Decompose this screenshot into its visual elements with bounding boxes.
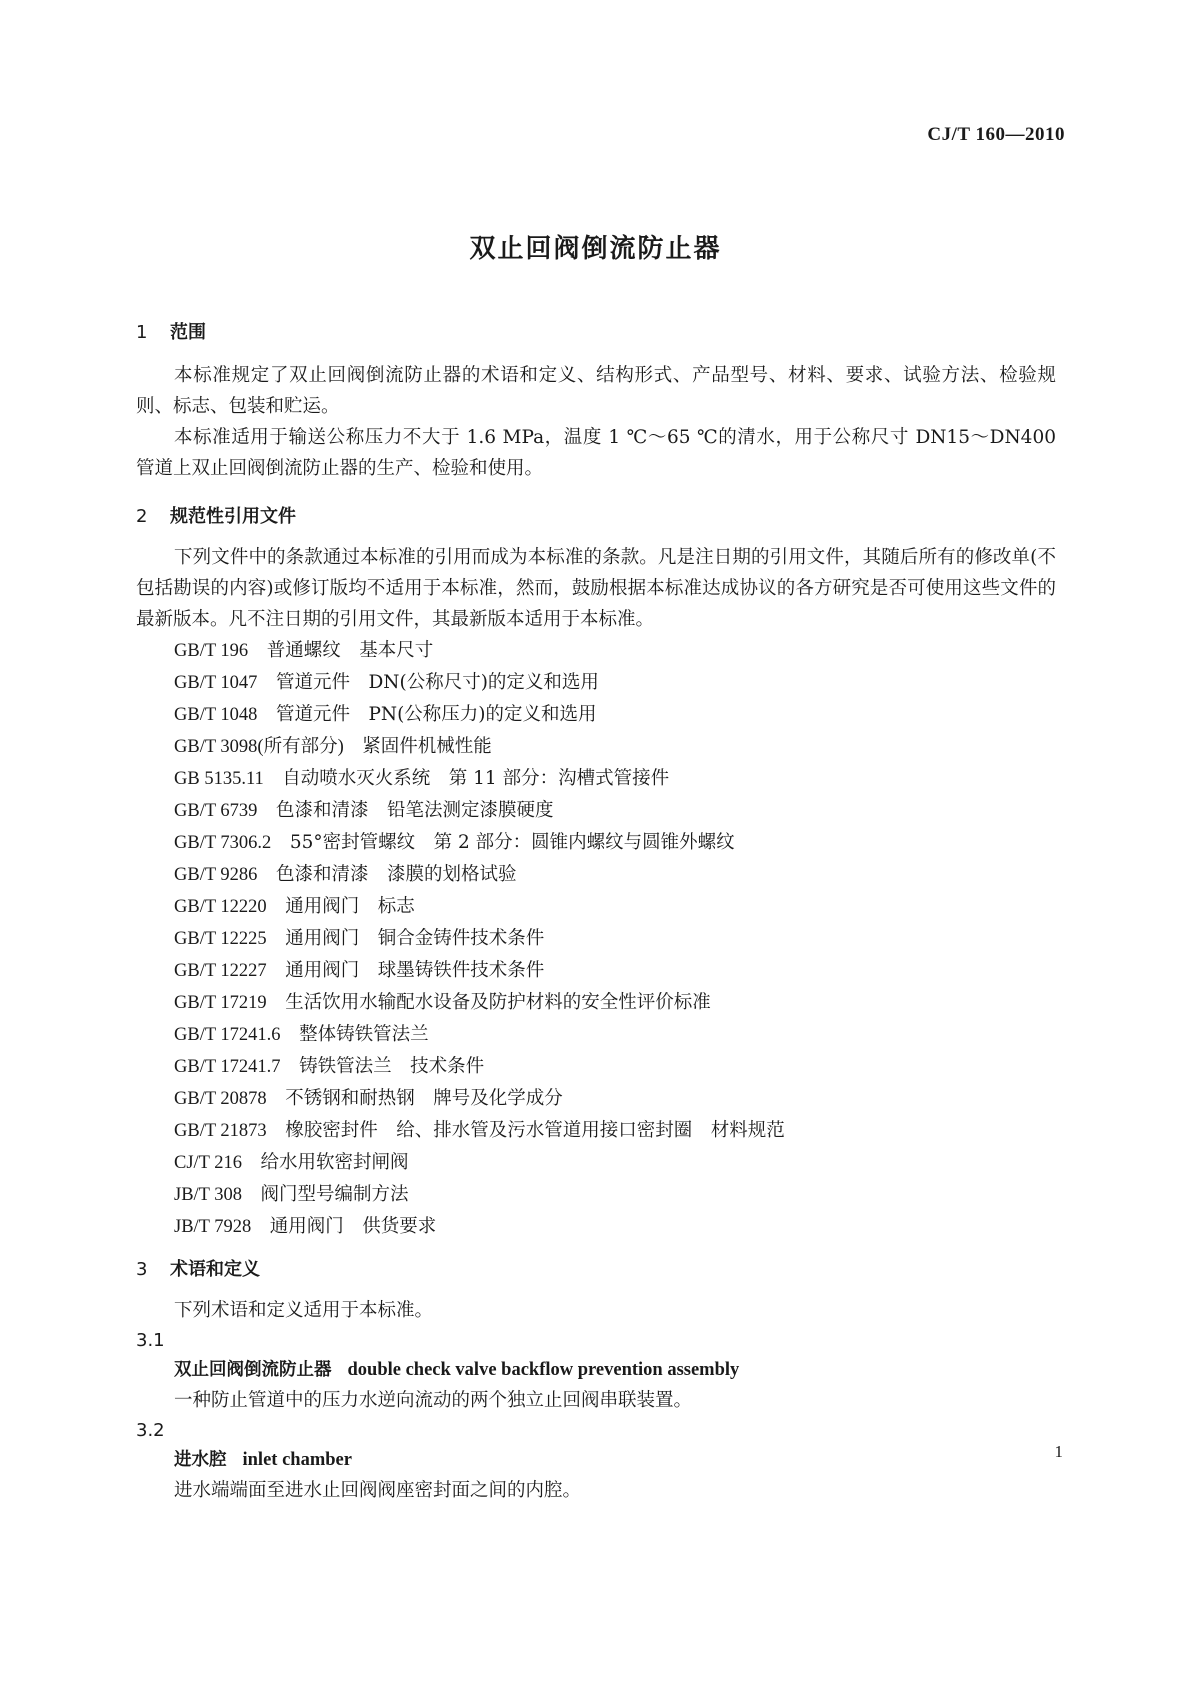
term-definition: 一种防止管道中的压力水逆向流动的两个独立止回阀串联装置。 [174, 1390, 693, 1411]
reference-code: GB/T 12225 [174, 929, 267, 949]
reference-code: GB/T 17241.7 [174, 1057, 281, 1077]
reference-title: 通用阀门 铜合金铸件技术条件 [285, 928, 545, 949]
reference-title: 紧固件机械性能 [362, 736, 492, 757]
document-body [136, 320, 1056, 1507]
section-3-heading [136, 1257, 1056, 1283]
reference-code: JB/T 308 [174, 1185, 243, 1205]
reference-title: 色漆和清漆 铅笔法测定漆膜硬度 [275, 800, 554, 821]
reference-item [136, 923, 1056, 955]
reference-item [136, 731, 1056, 763]
reference-title: 给水用软密封闸阀 [260, 1152, 409, 1173]
section-title: 范围 [170, 322, 206, 343]
reference-item [136, 1051, 1056, 1083]
reference-code: GB/T 21873 [174, 1121, 267, 1141]
reference-title: 橡胶密封件 给、排水管及污水管道用接口密封圈 材料规范 [285, 1120, 785, 1141]
reference-code: GB/T 12227 [174, 961, 267, 981]
scope-paragraph-1: 本标准规定了双止回阀倒流防止器的术语和定义、结构形式、产品型号、材料、要求、试验方法、检验规则、标志、包装和贮运。 [136, 365, 1056, 417]
reference-code: CJ/T 216 [174, 1153, 243, 1173]
reference-item [136, 1179, 1056, 1211]
reference-item [136, 1115, 1056, 1147]
reference-code: GB/T 9286 [174, 865, 258, 885]
reference-code: GB 5135.11 [174, 769, 264, 789]
reference-item [136, 955, 1056, 987]
reference-title: 55°密封管螺纹 第 2 部分：圆锥内螺纹与圆锥外螺纹 [289, 832, 735, 853]
reference-item [136, 699, 1056, 731]
reference-item [136, 795, 1056, 827]
section-number: 2 [136, 506, 148, 527]
terms-intro: 下列术语和定义适用于本标准。 [174, 1300, 434, 1321]
document-title: 双止回阀倒流防止器 [469, 234, 722, 264]
term-number: 3.1 [136, 1330, 165, 1351]
reference-item [136, 1083, 1056, 1115]
reference-title: 管道元件 DN(公称尺寸)的定义和选用 [275, 672, 599, 693]
references-intro: 下列文件中的条款通过本标准的引用而成为本标准的条款。凡是注日期的引用文件，其随后所有的修改单(不包括勘误的内容)或修订版均不适用于本标准，然而，鼓励根据本标准达成协议的各方研究是否可使用这些文件的最新版本。凡不注日期的引用文件，其最新版本适用于本标准。 [136, 547, 1056, 630]
term-heading [136, 1355, 1056, 1385]
term-heading [136, 1445, 1056, 1475]
reference-code: GB/T 196 [174, 641, 249, 661]
reference-title: 通用阀门 标志 [285, 896, 415, 917]
standard-code: CJ/T 160—2010 [927, 124, 1065, 145]
page-number: 1 [1054, 1442, 1063, 1461]
reference-code: GB/T 20878 [174, 1089, 267, 1109]
section-1-heading [136, 320, 1056, 346]
reference-title: 整体铸铁管法兰 [299, 1024, 429, 1045]
section-2-heading [136, 504, 1056, 530]
reference-code: GB/T 6739 [174, 801, 258, 821]
reference-code: GB/T 3098(所有部分) [174, 737, 344, 757]
reference-title: 通用阀门 供货要求 [269, 1216, 437, 1237]
reference-item [136, 1147, 1056, 1179]
term-chinese: 进水腔 [174, 1450, 227, 1470]
reference-title: 通用阀门 球墨铸铁件技术条件 [285, 960, 545, 981]
section-title: 术语和定义 [170, 1259, 260, 1280]
reference-item [136, 667, 1056, 699]
section-title: 规范性引用文件 [170, 506, 296, 527]
reference-item [136, 763, 1056, 795]
reference-title: 普通螺纹 基本尺寸 [266, 640, 434, 661]
reference-title: 色漆和清漆 漆膜的划格试验 [275, 864, 517, 885]
reference-code: GB/T 17241.6 [174, 1025, 281, 1045]
term-chinese: 双止回阀倒流防止器 [174, 1360, 332, 1380]
reference-title: 不锈钢和耐热钢 牌号及化学成分 [285, 1088, 563, 1109]
reference-item [136, 859, 1056, 891]
reference-code: JB/T 7928 [174, 1217, 252, 1237]
reference-code: GB/T 17219 [174, 993, 267, 1013]
term-definition: 进水端端面至进水止回阀阀座密封面之间的内腔。 [174, 1480, 582, 1501]
reference-item [136, 635, 1056, 667]
reference-title: 生活饮用水输配水设备及防护材料的安全性评价标准 [285, 992, 711, 1013]
reference-item [136, 827, 1056, 859]
reference-code: GB/T 7306.2 [174, 833, 272, 853]
reference-item [136, 987, 1056, 1019]
reference-title: 阀门型号编制方法 [260, 1184, 409, 1205]
scope-paragraph-2: 本标准适用于输送公称压力不大于 1.6 MPa，温度 1 ℃～65 ℃的清水，用于公称尺寸 DN15～DN400 管道上双止回阀倒流防止器的生产、检验和使用。 [136, 427, 1056, 479]
reference-item [136, 891, 1056, 923]
reference-code: GB/T 1047 [174, 673, 258, 693]
reference-item [136, 1211, 1056, 1243]
reference-item [136, 1019, 1056, 1051]
term-english: double check valve backflow prevention assembly [347, 1360, 740, 1380]
reference-title: 管道元件 PN(公称压力)的定义和选用 [275, 704, 597, 725]
section-number: 3 [136, 1259, 148, 1280]
term-number: 3.2 [136, 1420, 165, 1441]
term-english: inlet chamber [242, 1450, 352, 1470]
section-number: 1 [136, 322, 148, 343]
reference-title: 自动喷水灭火系统 第 11 部分：沟槽式管接件 [282, 768, 670, 789]
reference-title: 铸铁管法兰 技术条件 [299, 1056, 485, 1077]
reference-code: GB/T 1048 [174, 705, 258, 725]
reference-code: GB/T 12220 [174, 897, 267, 917]
reference-list [136, 635, 1056, 1243]
